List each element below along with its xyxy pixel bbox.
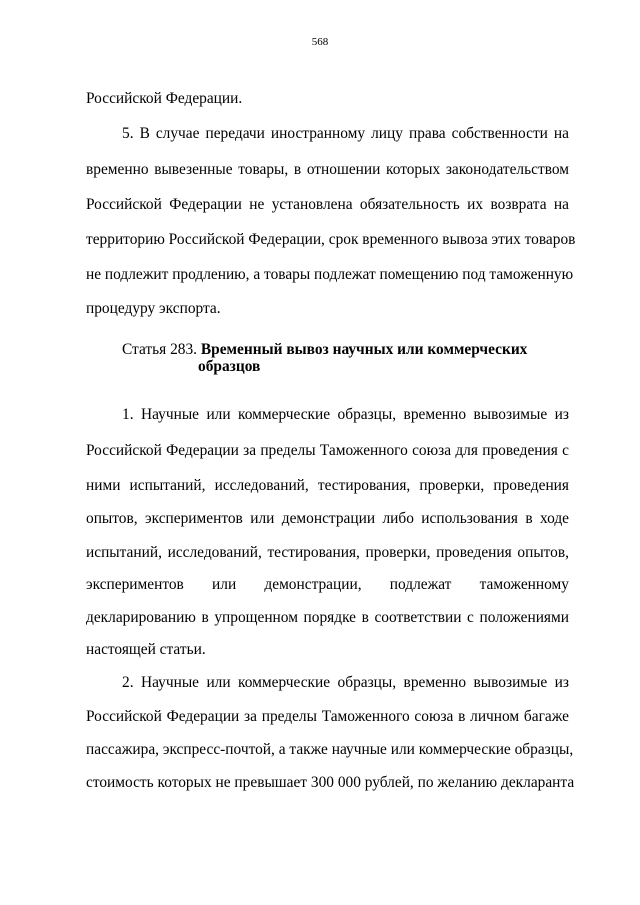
article-label: Статья 283.: [122, 341, 198, 358]
paragraph-5-line-5: не подлежит продлению, а товары подлежат помещению под таможенную: [86, 266, 574, 283]
paragraph-5-line-6: процедуру экспорта.: [86, 300, 221, 317]
paragraph-1-line-1: 1. Научные или коммерческие образцы, временно вывозимые из: [122, 406, 569, 423]
paragraph-line: Российской Федерации.: [86, 90, 243, 107]
paragraph-1-line-5: испытаний, исследований, тестирования, проверки, проведения опытов,: [86, 544, 569, 561]
paragraph-1-line-4: опытов, экспериментов или демонстрации либо использования в ходе: [86, 510, 569, 527]
article-heading-line-2: [198, 357, 260, 377]
paragraph-5-line-2: временно вывезенные товары, в отношении которых законодательством: [86, 161, 569, 178]
paragraph-2-line-2: Российской Федерации за пределы Таможенного союза в личном багаже: [86, 708, 569, 725]
article-title: Временный вывоз научных или коммерческих: [200, 341, 528, 358]
paragraph-2-line-3: пассажира, экспресс-почтой, а также научные или коммерческие образцы,: [86, 741, 574, 758]
paragraph-1-line-6: экспериментов или демонстрации, подлежат таможенному: [86, 576, 569, 593]
paragraph-5-line-3: Российской Федерации не установлена обязательность их возврата на: [86, 196, 569, 213]
paragraph-2-line-1: 2. Научные или коммерческие образцы, временно вывозимые из: [122, 674, 569, 691]
article-heading-line-1: [122, 340, 527, 360]
paragraph-1-line-7: декларированию в упрощенном порядке в соответствии с положениями: [86, 609, 569, 626]
paragraph-1-line-8: настоящей статьи.: [86, 641, 206, 658]
paragraph-5-line-4: территорию Российской Федерации, срок временного вывоза этих товаров: [86, 231, 576, 248]
article-title-continued: образцов: [198, 358, 261, 375]
paragraph-1-line-3: ними испытаний, исследований, тестирования, проверки, проведения: [86, 477, 569, 494]
paragraph-2-line-4: стоимость которых не превышает 300 000 рублей, по желанию декларанта: [86, 774, 575, 791]
paragraph-1-line-2: Российской Федерации за пределы Таможенного союза для проведения с: [86, 442, 569, 459]
page-number: 568: [311, 36, 329, 48]
paragraph-5-line-1: 5. В случае передачи иностранному лицу права собственности на: [122, 125, 569, 142]
